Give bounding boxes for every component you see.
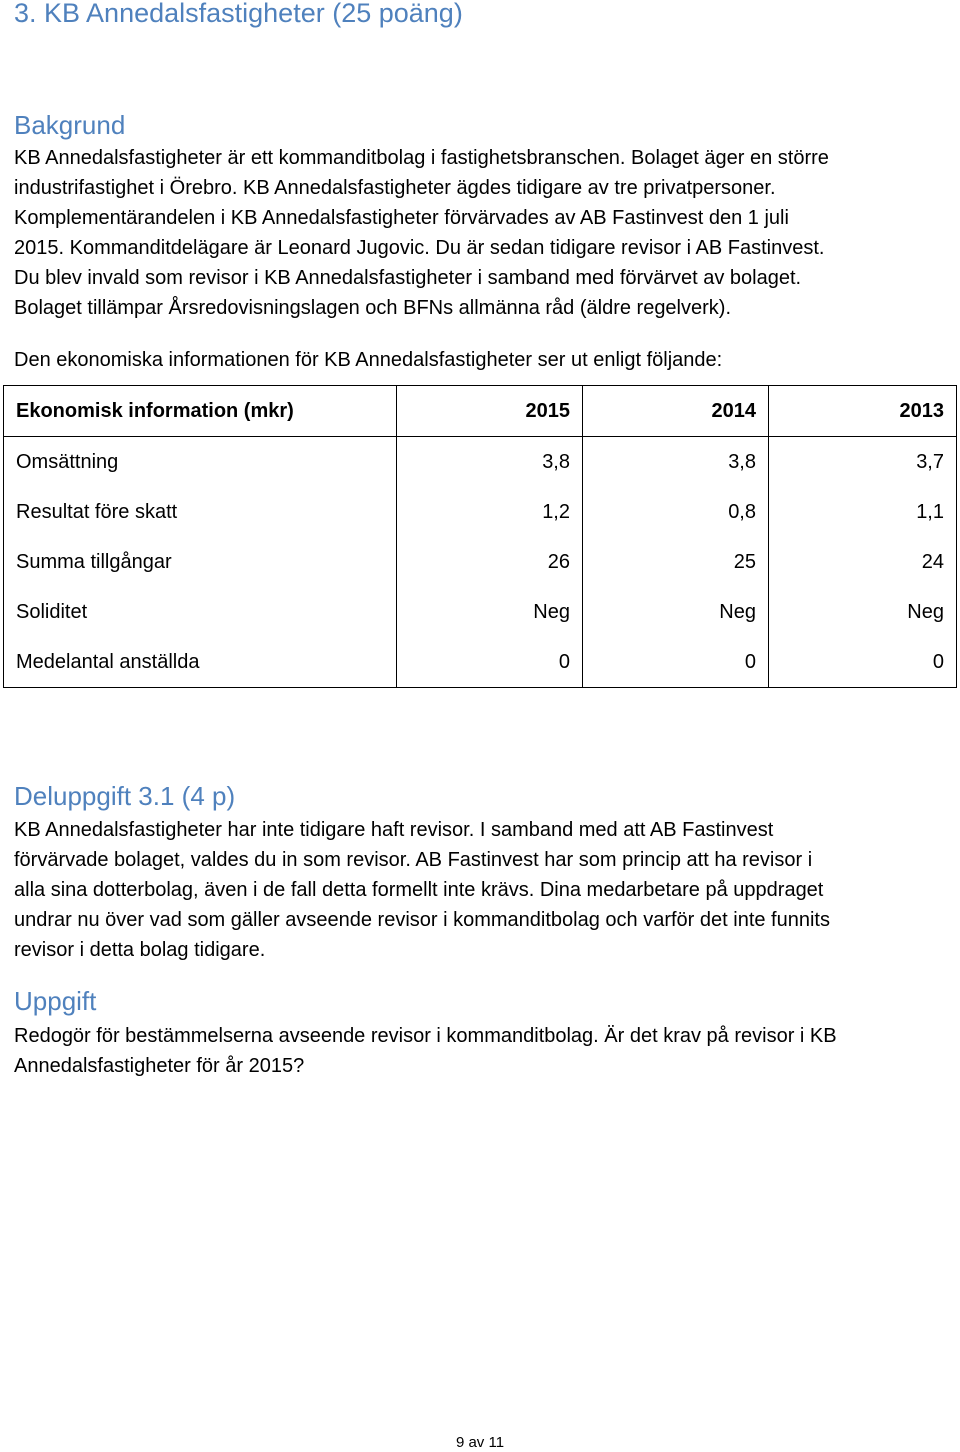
task-paragraph [14,1021,837,1081]
table-header-row [4,386,957,437]
table-cell: 0 [397,637,583,688]
background-heading: Bakgrund [14,110,126,140]
paragraph-line: Du blev invald som revisor i KB Annedalsfastigheter i samband med förvärvet av bolaget. [14,267,802,289]
table-cell: 24 [769,537,957,587]
page-number: 9 av 11 [455,1434,505,1451]
table-cell: Neg [583,587,769,637]
table-row [4,637,957,688]
background-paragraph [14,143,829,323]
table-cell: 3,8 [583,437,769,488]
table-row [4,587,957,637]
table-intro: Den ekonomiska informationen för KB Annedalsfastigheter ser ut enligt följande: [14,349,723,371]
economic-info-table [3,385,957,688]
row-label: Omsättning [4,437,397,488]
table-cell: 25 [583,537,769,587]
table-row [4,437,957,488]
paragraph-line: förvärvade bolaget, valdes du in som revisor. AB Fastinvest har som princip att ha revisor i [14,849,813,871]
row-label: Resultat före skatt [4,487,397,537]
paragraph-line: Bolaget tillämpar Årsredovisningslagen och BFNs allmänna råd (äldre regelverk). [14,297,732,319]
main-heading: 3. KB Annedalsfastigheter (25 poäng) [14,0,463,28]
table-cell: 0 [583,637,769,688]
table-cell: 1,1 [769,487,957,537]
task-heading: Uppgift [14,986,97,1016]
paragraph-line: undrar nu över vad som gäller avseende revisor i kommanditbolag och varför det inte funnits [14,909,830,931]
paragraph-line: Redogör för bestämmelserna avseende revisor i kommanditbolag. Är det krav på revisor i KB [14,1025,837,1047]
paragraph-line: KB Annedalsfastigheter är ett kommanditbolag i fastighetsbranschen. Bolaget äger en större [14,147,829,169]
table-cell: Neg [397,587,583,637]
table-header-cell: 2013 [769,386,957,437]
table-header-cell: 2014 [583,386,769,437]
paragraph-line: alla sina dotterbolag, även i de fall detta formellt inte krävs. Dina medarbetare på uppdraget [14,879,824,901]
table-header-cell: 2015 [397,386,583,437]
paragraph-line: Annedalsfastigheter för år 2015? [14,1055,305,1077]
table-cell: 26 [397,537,583,587]
row-label: Medelantal anställda [4,637,397,688]
subtask-heading: Deluppgift 3.1 (4 p) [14,781,236,811]
paragraph-line: KB Annedalsfastigheter har inte tidigare haft revisor. I samband med att AB Fastinvest [14,819,774,841]
table-cell: 0 [769,637,957,688]
table-row [4,487,957,537]
table-cell: 3,7 [769,437,957,488]
table-cell: Neg [769,587,957,637]
table-cell: 0,8 [583,487,769,537]
paragraph-line: Komplementärandelen i KB Annedalsfastigheter förvärvades av AB Fastinvest den 1 juli [14,207,789,229]
table-cell: 1,2 [397,487,583,537]
paragraph-line: revisor i detta bolag tidigare. [14,939,266,961]
table-row [4,537,957,587]
table-header-cell: Ekonomisk information (mkr) [4,386,397,437]
paragraph-line: 2015. Kommanditdelägare är Leonard Jugovic. Du är sedan tidigare revisor i AB Fastinvest. [14,237,825,259]
table-cell: 3,8 [397,437,583,488]
subtask-paragraph [14,815,830,965]
paragraph-line: industrifastighet i Örebro. KB Annedalsfastigheter ägdes tidigare av tre privatpersoner. [14,177,776,199]
row-label: Summa tillgångar [4,537,397,587]
row-label: Soliditet [4,587,397,637]
